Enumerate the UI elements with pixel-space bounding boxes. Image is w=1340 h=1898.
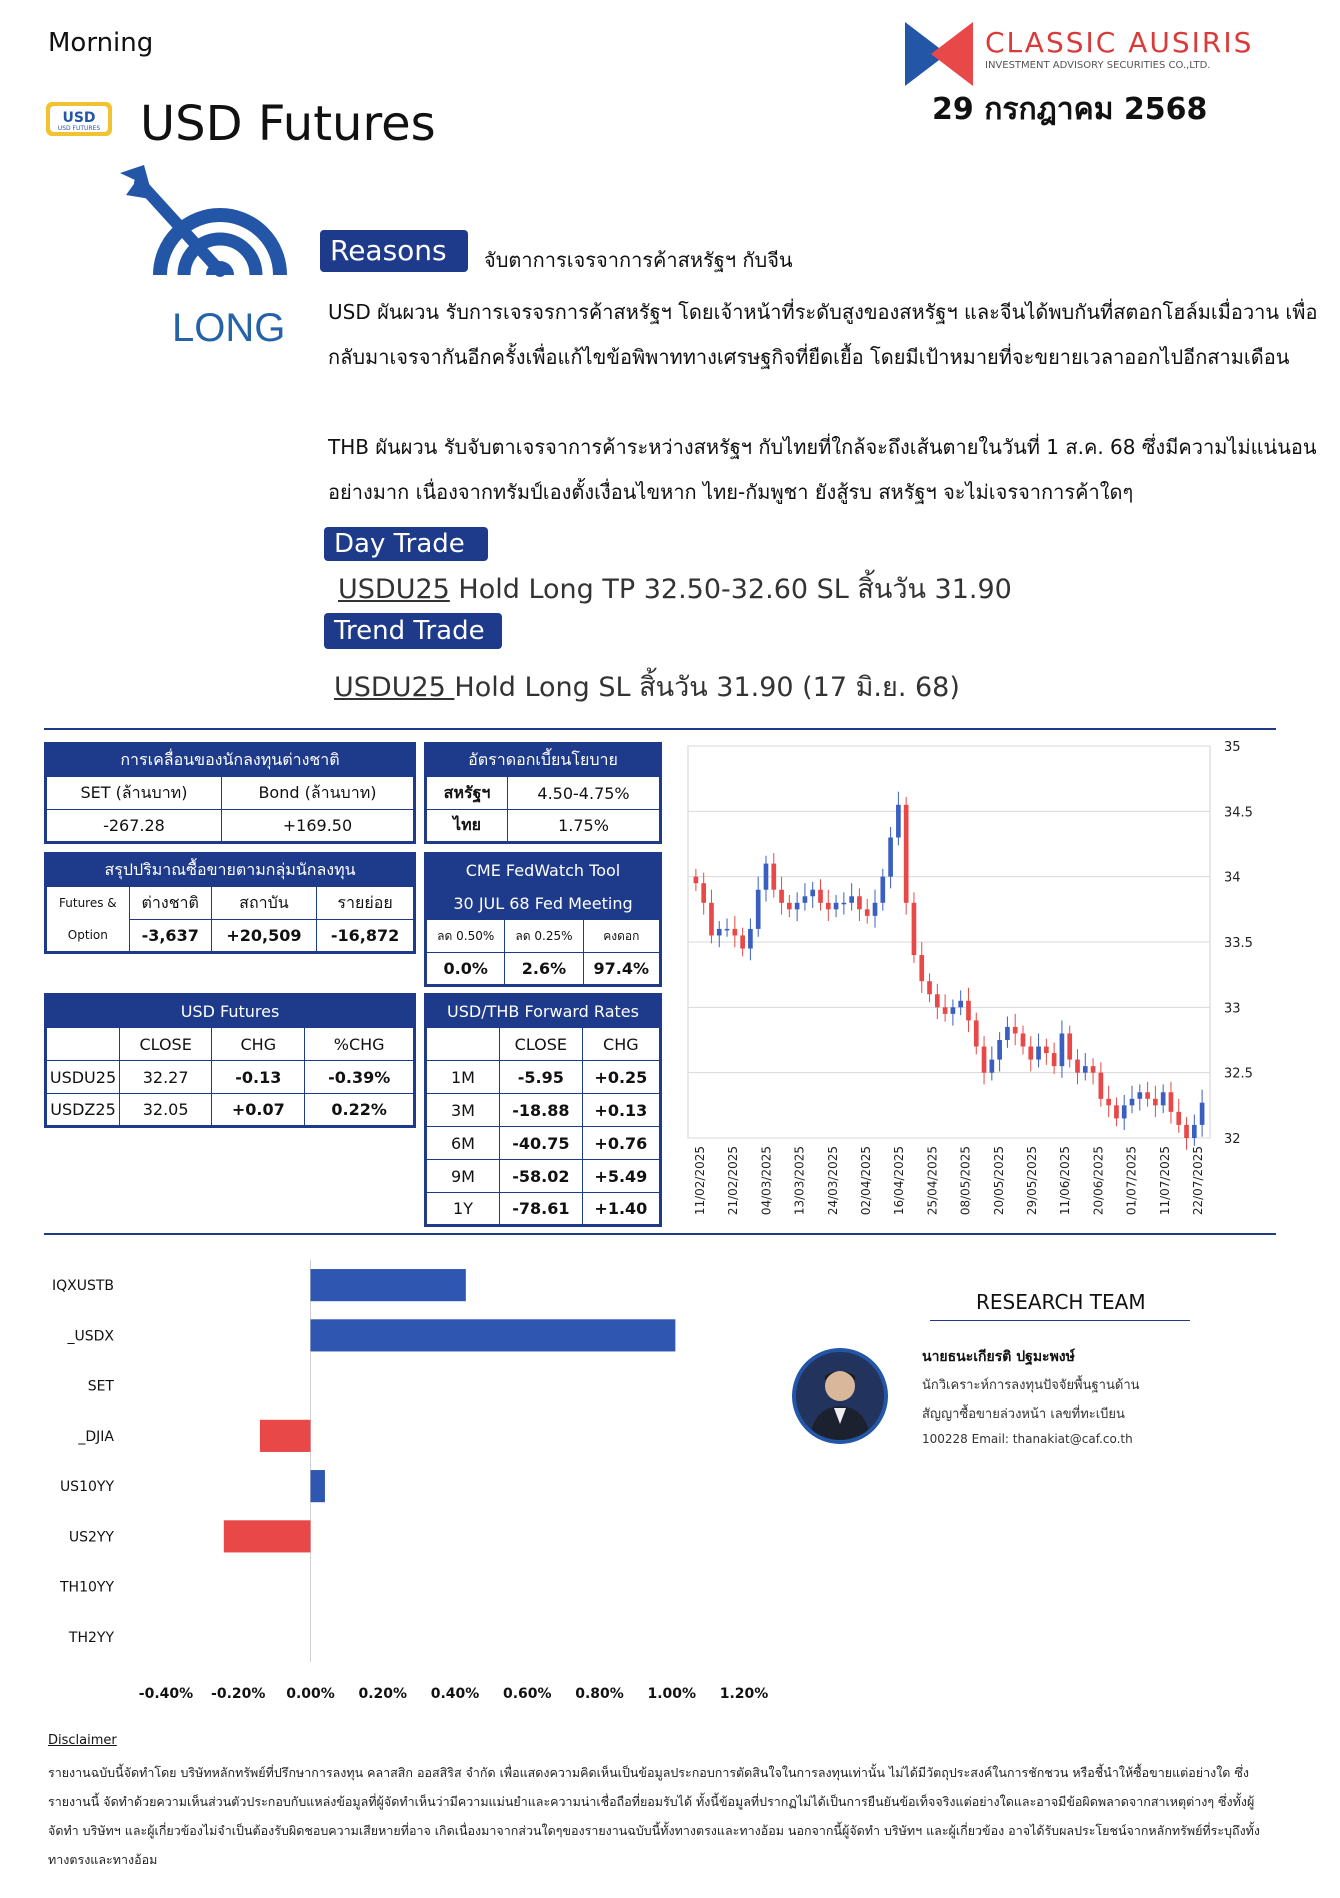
signal-label: LONG (172, 306, 286, 350)
research-team-title: RESEARCH TEAM (976, 1290, 1146, 1314)
forward-chg: +5.49 (582, 1160, 660, 1193)
candle-body (951, 1007, 956, 1014)
candle-body (935, 994, 940, 1007)
bar (224, 1520, 311, 1552)
day-trade-symbol: USDU25 (338, 574, 450, 605)
trend-trade-label: Trend Trade (324, 613, 502, 649)
candle-body (694, 877, 699, 884)
forward-chg: +0.13 (582, 1094, 660, 1127)
x-tick-label: 01/07/2025 (1124, 1146, 1139, 1216)
y-tick-label: 32.5 (1224, 1066, 1253, 1082)
analyst-role: สัญญาซื้อขายล่วงหน้า เลขที่ทะเบียน (922, 1407, 1125, 1422)
candle-body (732, 929, 737, 936)
y-tick-label: 34.5 (1224, 805, 1253, 821)
candle-body (834, 903, 839, 910)
candle-body (779, 890, 784, 903)
candle-body (989, 1060, 994, 1073)
market-change-bar-chart (44, 1250, 784, 1720)
usd-futures-pct: 0.22% (305, 1094, 415, 1127)
candle-body (1083, 1066, 1088, 1073)
x-tick-label: 11/02/2025 (693, 1146, 707, 1216)
candle-body (904, 805, 909, 903)
x-tick-label: 22/07/2025 (1191, 1146, 1205, 1216)
brand-name: CLASSIC AUSIRIS (985, 26, 1254, 59)
session-label: Morning (48, 28, 154, 58)
candle-body (1161, 1092, 1166, 1105)
x-tick-label: 08/05/2025 (958, 1146, 973, 1216)
usd-futures-header-chg: CHG (212, 1028, 305, 1061)
category-label: US10YY (59, 1479, 114, 1496)
category-label: _DJIA (78, 1428, 114, 1445)
candle-body (943, 1007, 948, 1014)
candle-body (787, 903, 792, 910)
report-date: 29 กรกฎาคม 2568 (932, 92, 1208, 127)
forward-tenor: 3M (426, 1094, 500, 1127)
foreign-flow-bond-value: +169.50 (221, 810, 414, 843)
fedwatch-header-cut50: ลด 0.50% (426, 920, 505, 953)
candle-body (717, 929, 722, 936)
candle-body (1169, 1092, 1174, 1112)
fedwatch-title: CME FedWatch Tool (426, 854, 661, 887)
fedwatch-subtitle: 30 JUL 68 Fed Meeting (426, 887, 661, 920)
candle-body (756, 890, 761, 929)
candle-body (1184, 1125, 1189, 1138)
candle-body (1091, 1066, 1096, 1073)
bar (311, 1470, 325, 1502)
forward-tenor: 1M (426, 1061, 500, 1094)
candle-body (927, 981, 932, 994)
candle-body (997, 1040, 1002, 1060)
fedwatch-value-cut25: 2.6% (505, 953, 583, 986)
investor-summary-table (44, 852, 416, 954)
investor-header-institution: สถาบัน (211, 887, 316, 920)
disclaimer-text: รายงานฉบับนี้จัดทำโดย บริษัทหลักทรัพย์ที่ปรึกษาการลงทุน คลาสสิก ออสสิริส จำกัด เพื่อแสดงความคิดเห็นเป็นข้อมูลประกอบการตัดสินใจในการลงทุนเท่านั้น ไม่ได้มีวัตถุประสงค์ในการชักชวน หรือชี้นำให้ซื้อขายแต่อย่างใด ซึ่งรายงานนี้ จัดทำด้วยความเห็นส่วนตัวประกอบกับแหล่งข้อมูลที่ผู้จัดทำเห็นว่ามีความแม่นยำและความน่าเชื่อถือที่ยอมรับได้ ทั้งนี้ข้อมูลที่ปรากฏไม่ได้เป็นการยืนยันข้อเท็จจริงแต่อย่างใดและอาจมีข้อผิดพลาดจากสาเหตุต่างๆ ซึ่งทั้งผู้จัดทำ บริษัทฯ และผู้เกี่ยวข้องไม่จำเป็นต้องรับผิดชอบความเสียหายที่อาจ เกิดเนื่องมาจากส่วนใดๆของรายงานฉบับนี้ทั้งทางตรงและทางอ้อม นอกจากนี้ผู้จัดทำ บริษัทฯ และผู้เกี่ยวข้อง อาจได้รับผลประโยชน์จากหลักทรัพย์ที่ระบุถึงทั้งทางตรงและทางอ้อม (48, 1765, 1261, 1867)
fedwatch-table (424, 852, 662, 987)
x-tick-label: 24/03/2025 (825, 1146, 840, 1216)
table-row (426, 1061, 661, 1094)
candle-body (880, 877, 885, 903)
candle-body (1067, 1033, 1072, 1059)
x-tick-label: 13/03/2025 (792, 1146, 807, 1216)
forward-close: -58.02 (500, 1160, 583, 1193)
x-tick-label: 0.00% (286, 1686, 335, 1702)
candle-body (1200, 1103, 1205, 1125)
x-tick-label: 0.80% (575, 1686, 624, 1702)
section-divider-top (44, 728, 1276, 730)
candle-body (1099, 1073, 1104, 1099)
candle-body (709, 903, 714, 936)
candle-body (701, 883, 706, 903)
investor-value-retail: -16,872 (317, 920, 415, 953)
candle-body (849, 896, 854, 903)
usd-futures-header-close: CLOSE (120, 1028, 212, 1061)
candle-body (1052, 1053, 1057, 1066)
candle-body (1130, 1099, 1135, 1106)
candle-body (740, 935, 745, 948)
brand-subtitle: INVESTMENT ADVISORY SECURITIES CO.,LTD. (985, 60, 1211, 71)
bar (260, 1420, 311, 1452)
usd-futures-badge-icon (44, 98, 114, 144)
candle-body (888, 837, 893, 876)
usd-futures-chg: -0.13 (212, 1061, 305, 1094)
x-tick-label: 1.00% (647, 1686, 697, 1702)
forward-tenor: 1Y (426, 1193, 500, 1226)
candle-body (919, 955, 924, 981)
policy-rate-title: อัตราดอกเบี้ยนโยบาย (426, 744, 661, 777)
investor-row-label: Futures & (46, 887, 130, 920)
forward-tenor: 9M (426, 1160, 500, 1193)
usdthb-candlestick-chart (680, 738, 1280, 1232)
foreign-flow-col-bond: Bond (ล้านบาท) (221, 777, 414, 810)
candle-body (966, 1001, 971, 1021)
x-tick-label: 0.20% (358, 1686, 408, 1702)
x-tick-label: -0.40% (138, 1686, 194, 1702)
candle-body (974, 1020, 979, 1046)
x-tick-label: 20/05/2025 (991, 1146, 1006, 1216)
forward-close: -18.88 (500, 1094, 583, 1127)
candle-body (1021, 1033, 1026, 1046)
candle-body (818, 890, 823, 903)
target-dart-icon (120, 165, 310, 285)
y-tick-label: 32 (1224, 1132, 1241, 1147)
candle-body (857, 896, 862, 909)
candle-body (826, 903, 831, 910)
candle-body (1060, 1033, 1065, 1066)
forward-header-chg: CHG (582, 1028, 660, 1061)
x-tick-label: 11/06/2025 (1058, 1146, 1073, 1216)
table-row (46, 1094, 415, 1127)
forward-chg: +0.25 (582, 1061, 660, 1094)
x-tick-label: 29/05/2025 (1025, 1146, 1039, 1216)
category-label: SET (87, 1378, 114, 1395)
candle-body (1005, 1027, 1010, 1040)
candle-body (865, 909, 870, 916)
fedwatch-header-hold: คงดอก (583, 920, 660, 953)
category-label: _USDX (67, 1328, 114, 1345)
y-tick-label: 33.5 (1224, 936, 1253, 951)
x-tick-label: 02/04/2025 (859, 1146, 873, 1216)
table-row (426, 1094, 661, 1127)
forward-tenor: 6M (426, 1127, 500, 1160)
candle-body (958, 1001, 963, 1008)
forward-close: -78.61 (500, 1193, 583, 1226)
policy-rate-value: 1.75% (508, 810, 661, 843)
candle-body (842, 903, 847, 905)
usd-futures-chg: +0.07 (212, 1094, 305, 1127)
candle-body (764, 864, 769, 890)
candle-body (1028, 1047, 1033, 1060)
policy-rate-table (424, 742, 662, 844)
candle-body (1106, 1099, 1111, 1106)
candle-body (1122, 1105, 1127, 1118)
day-trade-text: Hold Long TP 32.50-32.60 SL สิ้นวัน 31.90 (449, 574, 1012, 605)
x-tick-label: 0.60% (502, 1686, 552, 1702)
forward-header-close: CLOSE (500, 1028, 583, 1061)
usd-futures-pct: -0.39% (305, 1061, 415, 1094)
candle-body (896, 805, 901, 838)
x-tick-label: 1.20% (719, 1686, 769, 1702)
candle-body (1036, 1047, 1041, 1060)
x-tick-label: 21/02/2025 (726, 1146, 741, 1216)
candle-body (1013, 1027, 1018, 1034)
reasons-paragraph-thb: THB ผันผวน รับจับตาเจรจาการค้าระหว่างสหรัฐฯ กับไทยที่ใกล้จะถึงเส้นตายในวันที่ 1 ส.ค. 68 ซึ่งมีความไม่แน่นอนอย่างมาก เนื่องจากทรัมป์เองตั้งเงื่อนไขหาก ไทย-กัมพูชา ยังสู้รบ สหรัฐฯ จะไม่เจรจาการค้าใดๆ (328, 435, 1317, 504)
policy-rate-country: สหรัฐฯ (426, 777, 508, 810)
x-tick-label: 11/07/2025 (1157, 1146, 1172, 1216)
candle-body (803, 896, 808, 903)
candle-body (982, 1047, 987, 1073)
x-tick-label: 0.40% (430, 1686, 480, 1702)
candle-body (1044, 1047, 1049, 1054)
day-trade-label: Day Trade (324, 527, 488, 561)
fedwatch-value-hold: 97.4% (583, 953, 660, 986)
category-label: TH10YY (60, 1579, 114, 1596)
research-team-divider (930, 1320, 1190, 1321)
y-tick-label: 34 (1224, 870, 1241, 886)
fedwatch-value-cut50: 0.0% (426, 953, 505, 986)
trend-trade-line (334, 665, 960, 708)
bar (311, 1319, 676, 1351)
investor-header-foreign: ต่างชาติ (129, 887, 211, 920)
analyst-name: นายธนะเกียรติ ปฐมะพงษ์ (922, 1349, 1075, 1365)
reasons-headline: จับตาการเจรจาการค้าสหรัฐฯ กับจีน (484, 248, 793, 272)
table-row (426, 1127, 661, 1160)
investor-summary-title: สรุปปริมาณซื้อขายตามกลุ่มนักลงทุน (46, 854, 415, 887)
policy-rate-value: 4.50-4.75% (508, 777, 661, 810)
forward-close: -5.95 (500, 1061, 583, 1094)
forward-rates-table (424, 993, 662, 1227)
disclaimer-title: Disclaimer (48, 1733, 117, 1748)
candle-body (725, 929, 730, 931)
table-row (426, 1160, 661, 1193)
candle-body (1153, 1099, 1158, 1106)
investor-value-institution: +20,509 (211, 920, 316, 953)
foreign-flow-set-value: -267.28 (46, 810, 222, 843)
candle-body (1075, 1060, 1080, 1073)
investor-row-label: Option (46, 920, 130, 953)
x-tick-label: 25/04/2025 (925, 1146, 940, 1216)
fedwatch-header-cut25: ลด 0.25% (505, 920, 583, 953)
x-tick-label: 20/06/2025 (1091, 1146, 1106, 1216)
badge-text: USD FUTURES (57, 125, 101, 132)
table-row (46, 1061, 415, 1094)
candle-body (912, 903, 917, 955)
usd-futures-symbol: USDZ25 (46, 1094, 120, 1127)
candle-body (795, 903, 800, 910)
analyst-role: นักวิเคราะห์การลงทุนปัจจัยพื้นฐานด้าน (922, 1378, 1140, 1393)
y-tick-label: 35 (1224, 740, 1241, 755)
candle-body (810, 890, 815, 897)
x-tick-label: 04/03/2025 (759, 1146, 774, 1216)
foreign-flow-col-set: SET (ล้านบาท) (46, 777, 222, 810)
candle-body (1114, 1105, 1119, 1118)
svg-text:USD: USD (62, 110, 96, 126)
trend-trade-symbol: USDU25 (334, 672, 455, 703)
forward-chg: +0.76 (582, 1127, 660, 1160)
candle-body (1137, 1092, 1142, 1099)
candle-body (771, 864, 776, 890)
investor-header-retail: รายย่อย (317, 887, 415, 920)
forward-chg: +1.40 (582, 1193, 660, 1226)
page-title: USD Futures (140, 96, 436, 152)
usd-futures-symbol: USDU25 (46, 1061, 120, 1094)
avatar (792, 1348, 888, 1444)
usd-futures-close: 32.27 (120, 1061, 212, 1094)
investor-value-foreign: -3,637 (129, 920, 211, 953)
bar (311, 1269, 466, 1301)
usd-futures-table (44, 993, 416, 1128)
usd-futures-header-pct: %CHG (305, 1028, 415, 1061)
category-label: IQXUSTB (51, 1278, 114, 1295)
foreign-flow-title: การเคลื่อนของนักลงทุนต่างชาติ (46, 744, 415, 777)
y-tick-label: 33 (1224, 1001, 1241, 1017)
policy-rate-country: ไทย (426, 810, 508, 843)
trend-trade-text: Hold Long SL สิ้นวัน 31.90 (17 มิ.ย. 68) (454, 672, 960, 703)
x-tick-label: -0.20% (211, 1686, 266, 1702)
day-trade-line (338, 567, 1012, 610)
reasons-label: Reasons (320, 230, 468, 272)
candle-body (1145, 1092, 1150, 1099)
section-divider-bottom (44, 1233, 1276, 1235)
candle-body (873, 903, 878, 916)
table-row (426, 1193, 661, 1226)
forward-close: -40.75 (500, 1127, 583, 1160)
usd-futures-title: USD Futures (46, 995, 415, 1028)
usd-futures-close: 32.05 (120, 1094, 212, 1127)
candle-body (1192, 1125, 1197, 1138)
foreign-flow-table (44, 742, 416, 844)
reasons-paragraph-usd: USD ผันผวน รับการเจรจรการค้าสหรัฐฯ โดยเจ้าหน้าที่ระดับสูงของสหรัฐฯ และจีนได้พบกันที่สตอกโฮล์มเมื่อวาน เพื่อกลับมาเจรจากันอีกครั้งเพื่อแก้ไขข้อพิพาททางเศรษฐกิจที่ยืดเยื้อ โดยมีเป้าหมายที่จะขยายเวลาออกไปอีกสามเดือน (328, 300, 1318, 369)
category-label: US2YY (68, 1529, 114, 1546)
candle-body (1176, 1112, 1181, 1125)
forward-rates-title: USD/THB Forward Rates (426, 995, 661, 1028)
category-label: TH2YY (68, 1629, 114, 1646)
candle-body (748, 929, 753, 949)
analyst-contact: 100228 Email: thanakiat@caf.co.th (922, 1432, 1133, 1446)
x-tick-label: 16/04/2025 (892, 1146, 907, 1216)
